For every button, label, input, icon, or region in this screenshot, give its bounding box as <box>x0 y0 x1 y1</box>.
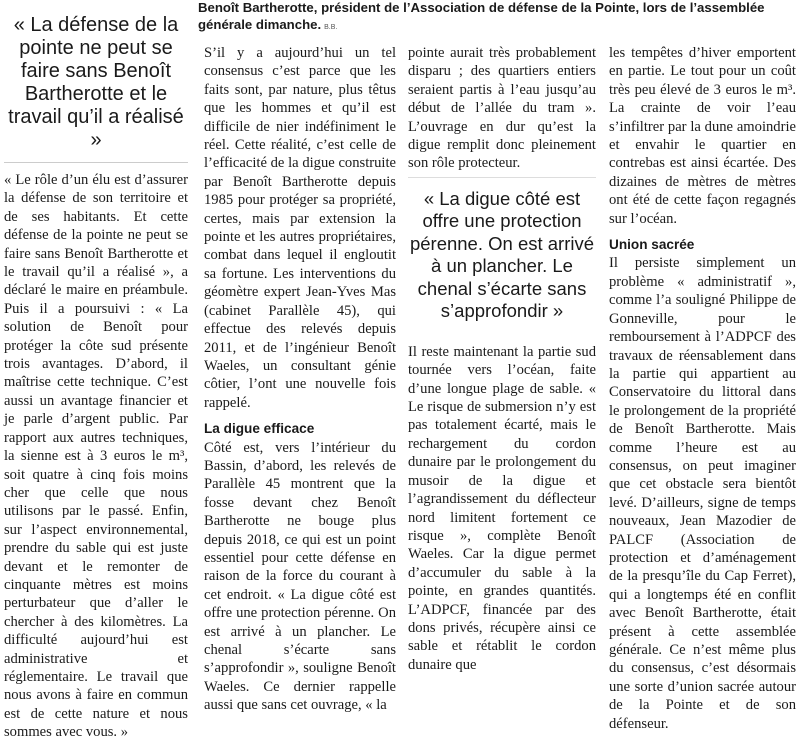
body-paragraph: pointe aurait très probablement disparu ; des quartiers entiers seraient partis à l’eau jusqu’au début de l’allée du tram ». L’ouvrage en dur qu’est la digue remplit donc pleinement son rôle protecteur. <box>408 45 596 172</box>
pull-quote: « La digue côté est offre une protection pérenne. On est arrivé à un plancher. Le chenal s’écarte sans s’approfondir » <box>409 187 595 322</box>
caption-text: Benoît Bartherotte, président de l’Association de défense de la Pointe, lors de l’assemblée générale dimanche. <box>198 0 765 32</box>
article-column-1 <box>4 0 188 741</box>
section-subheading: Union sacrée <box>609 237 695 253</box>
body-paragraph: Il persiste simplement un problème « administratif », comme l’a souligné Philippe de Gonneville, pour le remboursement à l’ADPCF des travaux de réensablement dans la partie qui appartient au Conservatoire du littoral dans le prolongement de la propriété de Benoît Bartherotte. Mais comme l’heure est au consensus, on peut imaginer que cet obstacle sera bientôt levé. D’ailleurs, signe de temps nouveaux, Jean Mazodier de PALCF (Association de protection et d’aménagement de la presqu’île du Cap Ferret), qui a longtemps été en conflit avec Benoît Bartherotte, était présent à cette assemblée générale. Ce n’est même plus du consensus, c’est désormais une sorte d’union sacrée autour de la Pointe et de son défenseur. <box>609 255 796 732</box>
body-paragraph: S’il y a aujourd’hui un tel consensus c’est parce que les faits sont, par nature, plus têtus que les hommes et qu’il est difficile de nier indéfiniment le réel. Cette réalité, c’est celle de l’efficacité de la digue construite par Benoît Bartherotte depuis 1985 pour protéger sa propriété, certes, mais par extension la pointe et les autres propriétaires, combat dans lequel il engloutit sa fortune. Les interventions du géomètre expert Jean-Yves Mas (cabinet Parallèle 45), qui effectue des relevés depuis 2011, et de l’ingénieur Benoît Waeles, un consultant génie côtier, l’ont une nouvelle fois rappelé. <box>204 45 396 411</box>
body-paragraph: Côté est, vers l’intérieur du Bassin, d’abord, les relevés de Parallèle 45 montrent que la fosse devant chez Benoît Bartherotte ne bouge plus depuis 2018, ce qui est un point essentiel pour cette défense en raison de la force du courant à cet endroit. « La digue côté est offre une protection pérenne. On est arrivé à un plancher. Le chenal s’écarte sans s’approfondir », souligne Benoît Waeles. Ce dernier rappelle aussi que sans cet ouvrage, « la <box>204 439 396 714</box>
article-column-3 <box>408 44 596 673</box>
photo-credit: B.B. <box>324 23 338 31</box>
body-paragraph: « Le rôle d’un élu est d’assurer la défense de son territoire et de ses habitants. Et cette défense de la pointe ne peut se faire sans Benoît Bartherotte et le travail qu’il a réalisé », a déclaré le maire en préambule. Puis il a poursuivi : « La solution de Benoît pour protéger la côte sud présente trois avantages. D’abord, il maîtrise cette technique. C’est aussi un avantage financier et je parle d’argent public. Par rapport aux autres techniques, la sienne est à 3 euros le m³, soit quatre à cinq fois moins cher que celle que nous utilisons par le passé. Enfin, sur l’aspect environnemental, prendre du sable qui est juste devant et le remonter de cinquante mètres est moins perturbateur que d’aller le chercher à des kilomètres. La difficulté aujourd’hui est administrative et réglementaire. Le travail que nous avons à faire en commun est de cette nature et nous sommes avec vous. » <box>4 172 188 741</box>
section-subheading: La digue efficace <box>204 421 315 437</box>
pull-quote: « La défense de la pointe ne peut se faire sans Benoît Bartherotte et le travail qu’il a réalisé » <box>4 0 188 163</box>
body-paragraph: les tempêtes d’hiver emportent en partie. Le tout pour un coût très peu élevé de 3 euros le m³. La crainte de voir l’eau s’infiltrer par la dune amoindrie et envahir le quartier en contrebas est ainsi écartée. Des dizaines de mètres de mètres ont été de cette façon regagnés sur l’océan. <box>609 45 796 227</box>
photo-caption <box>198 0 798 36</box>
article-column-2 <box>204 44 396 714</box>
body-paragraph: Il reste maintenant la partie sud tournée vers l’océan, faite d’une longue plage de sable. « Le risque de submersion n’y est pas totalement écarté, mais le rechargement du cordon dunaire par le prolongement du musoir de la digue et l’agrandissement du déflecteur nord limitent fortement ce risque », complète Benoît Waeles. Car la digue permet d’accumuler du sable à la pointe, en grandes quantités. L’ADPCF, financée par des dons privés, récupère ainsi ce sable et rétablit le cordon dunaire que <box>408 343 596 673</box>
article-column-4 <box>609 44 796 732</box>
